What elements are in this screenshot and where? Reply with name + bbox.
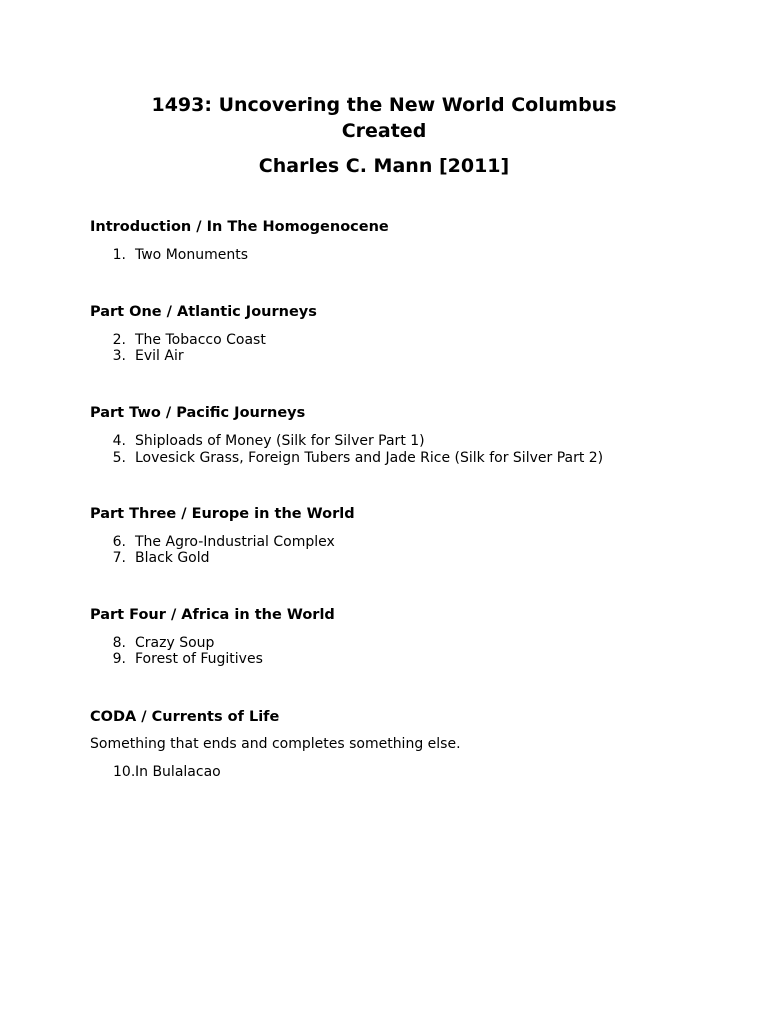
item-number: 3.	[112, 348, 126, 364]
item-text: Two Monuments	[135, 247, 248, 263]
item-number: 1.	[112, 247, 126, 263]
item-number: 10.	[113, 764, 136, 780]
coda-description: Something that ends and completes something else.	[90, 736, 461, 752]
item-number: 8.	[112, 635, 126, 651]
item-text: The Agro-Industrial Complex	[135, 534, 335, 550]
item-text: Lovesick Grass, Foreign Tubers and Jade Rice (Silk for Silver Part 2)	[135, 450, 604, 466]
item-number: 6.	[112, 534, 126, 550]
item-text: Black Gold	[135, 550, 210, 566]
item-number: 2.	[112, 332, 126, 348]
item-text: Forest of Fugitives	[135, 651, 263, 667]
section-heading-part-one: Part One / Atlantic Journeys	[90, 304, 317, 320]
item-text: Evil Air	[135, 348, 184, 364]
item-text: In Bulalacao	[135, 764, 221, 780]
section-heading-coda: CODA / Currents of Life	[90, 709, 280, 725]
section-heading-introduction: Introduction / In The Homogenocene	[90, 219, 389, 235]
title-line-2: Created	[341, 120, 427, 142]
item-number: 7.	[112, 550, 126, 566]
item-number: 9.	[112, 651, 126, 667]
document-title	[0, 92, 768, 144]
section-heading-part-two: Part Two / Pacific Journeys	[90, 405, 306, 421]
item-number: 5.	[112, 450, 126, 466]
title-line-1: 1493: Uncovering the New World Columbus	[151, 94, 617, 116]
section-heading-part-three: Part Three / Europe in the World	[90, 506, 355, 522]
item-text: Shiploads of Money (Silk for Silver Part 1)	[135, 433, 425, 449]
item-number: 4.	[112, 433, 126, 449]
document-author: Charles C. Mann [2011]	[258, 155, 510, 177]
item-text: The Tobacco Coast	[135, 332, 266, 348]
section-heading-part-four: Part Four / Africa in the World	[90, 607, 335, 623]
item-text: Crazy Soup	[135, 635, 215, 651]
